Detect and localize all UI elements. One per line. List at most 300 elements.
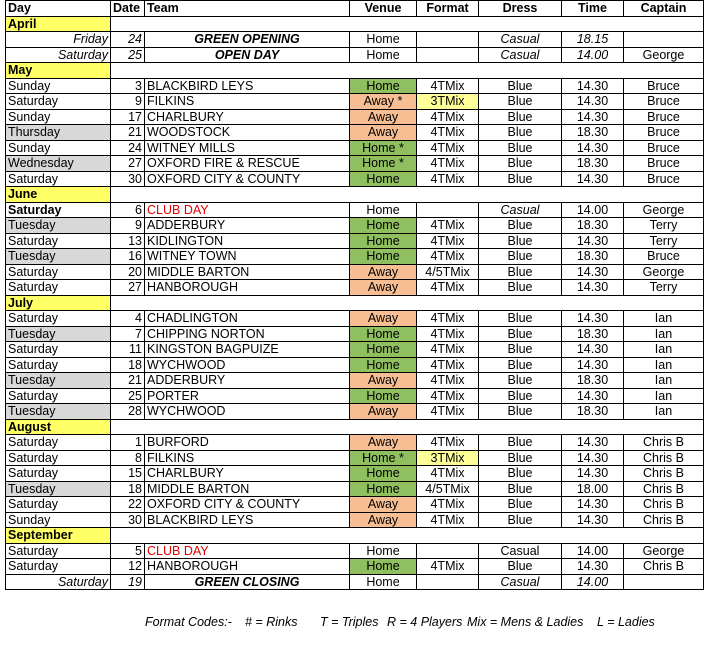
date-cell: 18 <box>111 357 145 373</box>
day-cell: Sunday <box>6 109 111 125</box>
dress-cell: Casual <box>479 574 562 590</box>
format-cell: 4TMix <box>417 435 479 451</box>
day-cell: Tuesday <box>6 373 111 389</box>
team-cell: CHARLBURY <box>145 109 350 125</box>
month-label: July <box>6 295 111 311</box>
day-cell: Saturday <box>6 466 111 482</box>
fixture-row <box>6 311 704 327</box>
dress-cell: Blue <box>479 435 562 451</box>
date-cell: 9 <box>111 94 145 110</box>
format-cell: 3TMix <box>417 94 479 110</box>
team-cell: OXFORD FIRE & RESCUE <box>145 156 350 172</box>
format-cell: 4TMix <box>417 171 479 187</box>
team-cell: WITNEY MILLS <box>145 140 350 156</box>
format-codes-label: Format Codes:- <box>145 615 232 629</box>
venue-cell: Home <box>350 466 417 482</box>
captain-cell: Bruce <box>624 156 704 172</box>
team-cell: PORTER <box>145 388 350 404</box>
format-code-mix: Mix = Mens & Ladies <box>467 615 584 629</box>
date-cell: 22 <box>111 497 145 513</box>
captain-cell: Ian <box>624 326 704 342</box>
day-cell: Sunday <box>6 78 111 94</box>
team-cell: MIDDLE BARTON <box>145 481 350 497</box>
col-date: Date <box>111 1 145 17</box>
captain-cell: Chris B <box>624 435 704 451</box>
date-cell: 21 <box>111 373 145 389</box>
captain-cell: Ian <box>624 404 704 420</box>
dress-cell: Blue <box>479 342 562 358</box>
date-cell: 3 <box>111 78 145 94</box>
format-cell: 4TMix <box>417 218 479 234</box>
venue-cell: Away <box>350 109 417 125</box>
format-cell: 4TMix <box>417 373 479 389</box>
day-cell: Tuesday <box>6 326 111 342</box>
day-cell: Saturday <box>6 202 111 218</box>
format-cell: 4TMix <box>417 249 479 265</box>
venue-cell: Home <box>350 249 417 265</box>
dress-cell: Blue <box>479 233 562 249</box>
dress-cell: Blue <box>479 404 562 420</box>
team-cell: HANBOROUGH <box>145 559 350 575</box>
fixture-row <box>6 140 704 156</box>
fixture-row <box>6 574 704 590</box>
time-cell: 14.30 <box>562 435 624 451</box>
format-code-players: R = 4 Players <box>387 615 463 629</box>
month-row <box>6 63 704 79</box>
dress-cell: Blue <box>479 357 562 373</box>
team-cell: OXFORD CITY & COUNTY <box>145 171 350 187</box>
format-cell: 4TMix <box>417 466 479 482</box>
time-cell: 18.30 <box>562 373 624 389</box>
day-cell: Saturday <box>6 47 111 63</box>
fixture-row <box>6 450 704 466</box>
time-cell: 14.30 <box>562 450 624 466</box>
format-cell: 4TMix <box>417 156 479 172</box>
team-cell: CLUB DAY <box>145 202 350 218</box>
venue-cell: Away <box>350 497 417 513</box>
dress-cell: Blue <box>479 94 562 110</box>
team-cell: OPEN DAY <box>145 47 350 63</box>
date-cell: 28 <box>111 404 145 420</box>
fixture-row <box>6 373 704 389</box>
fixture-row <box>6 559 704 575</box>
dress-cell: Blue <box>479 481 562 497</box>
fixture-row <box>6 171 704 187</box>
fixture-row <box>6 404 704 420</box>
fixture-row <box>6 280 704 296</box>
team-cell: WOODSTOCK <box>145 125 350 141</box>
dress-cell: Blue <box>479 311 562 327</box>
fixture-row <box>6 388 704 404</box>
time-cell: 14.30 <box>562 497 624 513</box>
team-cell: KINGSTON BAGPUIZE <box>145 342 350 358</box>
dress-cell: Blue <box>479 326 562 342</box>
team-cell: CHARLBURY <box>145 466 350 482</box>
time-cell: 14.30 <box>562 357 624 373</box>
month-label: June <box>6 187 111 203</box>
date-cell: 7 <box>111 326 145 342</box>
header-row <box>6 1 704 17</box>
team-cell: BLACKBIRD LEYS <box>145 78 350 94</box>
fixture-row <box>6 109 704 125</box>
venue-cell: Home <box>350 32 417 48</box>
day-cell: Saturday <box>6 497 111 513</box>
date-cell: 24 <box>111 32 145 48</box>
venue-cell: Away <box>350 404 417 420</box>
captain-cell: Chris B <box>624 481 704 497</box>
time-cell: 14.30 <box>562 109 624 125</box>
time-cell: 14.30 <box>562 264 624 280</box>
col-captain: Captain <box>624 1 704 17</box>
captain-cell: Chris B <box>624 466 704 482</box>
venue-cell: Away * <box>350 94 417 110</box>
team-cell: GREEN CLOSING <box>145 574 350 590</box>
team-cell: KIDLINGTON <box>145 233 350 249</box>
day-cell: Saturday <box>6 435 111 451</box>
date-cell: 13 <box>111 233 145 249</box>
format-cell: 4TMix <box>417 109 479 125</box>
time-cell: 18.30 <box>562 156 624 172</box>
col-dress: Dress <box>479 1 562 17</box>
captain-cell: Terry <box>624 218 704 234</box>
team-cell: BURFORD <box>145 435 350 451</box>
format-cell: 4/5TMix <box>417 481 479 497</box>
team-cell: FILKINS <box>145 450 350 466</box>
fixture-row <box>6 543 704 559</box>
format-cell: 4TMix <box>417 357 479 373</box>
captain-cell <box>624 574 704 590</box>
time-cell: 14.30 <box>562 466 624 482</box>
time-cell: 18.30 <box>562 404 624 420</box>
venue-cell: Home <box>350 171 417 187</box>
time-cell: 14.30 <box>562 280 624 296</box>
time-cell: 14.30 <box>562 388 624 404</box>
venue-cell: Home <box>350 78 417 94</box>
col-time: Time <box>562 1 624 17</box>
dress-cell: Blue <box>479 125 562 141</box>
date-cell: 27 <box>111 156 145 172</box>
format-cell: 3TMix <box>417 450 479 466</box>
day-cell: Wednesday <box>6 156 111 172</box>
day-cell: Saturday <box>6 543 111 559</box>
format-cell <box>417 47 479 63</box>
format-cell: 4TMix <box>417 388 479 404</box>
captain-cell: Bruce <box>624 249 704 265</box>
venue-cell: Home <box>350 481 417 497</box>
captain-cell: Chris B <box>624 450 704 466</box>
dress-cell: Blue <box>479 140 562 156</box>
captain-cell: Bruce <box>624 140 704 156</box>
venue-cell: Away <box>350 311 417 327</box>
fixture-row <box>6 47 704 63</box>
format-cell: 4TMix <box>417 140 479 156</box>
venue-cell: Home <box>350 326 417 342</box>
date-cell: 18 <box>111 481 145 497</box>
fixture-row <box>6 481 704 497</box>
month-filler <box>111 419 704 435</box>
captain-cell: Bruce <box>624 94 704 110</box>
format-cell: 4TMix <box>417 559 479 575</box>
captain-cell: Chris B <box>624 497 704 513</box>
time-cell: 14.30 <box>562 78 624 94</box>
captain-cell: Chris B <box>624 512 704 528</box>
date-cell: 12 <box>111 559 145 575</box>
captain-cell: Ian <box>624 373 704 389</box>
captain-cell: Terry <box>624 280 704 296</box>
format-cell <box>417 574 479 590</box>
date-cell: 15 <box>111 466 145 482</box>
format-cell: 4TMix <box>417 497 479 513</box>
format-cell: 4TMix <box>417 233 479 249</box>
team-cell: WITNEY TOWN <box>145 249 350 265</box>
date-cell: 1 <box>111 435 145 451</box>
day-cell: Saturday <box>6 450 111 466</box>
time-cell: 14.30 <box>562 559 624 575</box>
dress-cell: Blue <box>479 78 562 94</box>
month-filler <box>111 295 704 311</box>
fixture-row <box>6 202 704 218</box>
venue-cell: Home <box>350 357 417 373</box>
venue-cell: Home <box>350 574 417 590</box>
team-cell: FILKINS <box>145 94 350 110</box>
team-cell: GREEN OPENING <box>145 32 350 48</box>
month-row <box>6 528 704 544</box>
col-venue: Venue <box>350 1 417 17</box>
dress-cell: Casual <box>479 32 562 48</box>
venue-cell: Home <box>350 233 417 249</box>
venue-cell: Away <box>350 125 417 141</box>
fixture-row <box>6 233 704 249</box>
venue-cell: Home * <box>350 156 417 172</box>
month-label: August <box>6 419 111 435</box>
day-cell: Saturday <box>6 342 111 358</box>
date-cell: 4 <box>111 311 145 327</box>
team-cell: BLACKBIRD LEYS <box>145 512 350 528</box>
fixture-row <box>6 326 704 342</box>
team-cell: WYCHWOOD <box>145 357 350 373</box>
day-cell: Sunday <box>6 512 111 528</box>
dress-cell: Blue <box>479 280 562 296</box>
captain-cell: Chris B <box>624 559 704 575</box>
date-cell: 8 <box>111 450 145 466</box>
time-cell: 18.00 <box>562 481 624 497</box>
dress-cell: Casual <box>479 47 562 63</box>
time-cell: 14.00 <box>562 574 624 590</box>
month-label: September <box>6 528 111 544</box>
fixture-row <box>6 94 704 110</box>
team-cell: WYCHWOOD <box>145 404 350 420</box>
captain-cell: Terry <box>624 233 704 249</box>
format-cell <box>417 543 479 559</box>
venue-cell: Home <box>350 218 417 234</box>
day-cell: Thursday <box>6 125 111 141</box>
fixture-row <box>6 264 704 280</box>
venue-cell: Home * <box>350 450 417 466</box>
month-label: April <box>6 16 111 32</box>
day-cell: Tuesday <box>6 218 111 234</box>
format-cell: 4TMix <box>417 326 479 342</box>
time-cell: 18.15 <box>562 32 624 48</box>
venue-cell: Home <box>350 342 417 358</box>
day-cell: Saturday <box>6 171 111 187</box>
day-cell: Tuesday <box>6 249 111 265</box>
dress-cell: Casual <box>479 202 562 218</box>
fixture-row <box>6 497 704 513</box>
day-cell: Tuesday <box>6 481 111 497</box>
format-cell: 4TMix <box>417 78 479 94</box>
captain-cell <box>624 32 704 48</box>
fixture-row <box>6 357 704 373</box>
format-code-ladies: L = Ladies <box>597 615 655 629</box>
fixture-row <box>6 435 704 451</box>
time-cell: 18.30 <box>562 125 624 141</box>
fixtures-table <box>5 0 704 590</box>
fixture-row <box>6 78 704 94</box>
date-cell: 25 <box>111 388 145 404</box>
team-cell: ADDERBURY <box>145 218 350 234</box>
captain-cell: Bruce <box>624 171 704 187</box>
time-cell: 14.30 <box>562 94 624 110</box>
date-cell: 6 <box>111 202 145 218</box>
venue-cell: Away <box>350 264 417 280</box>
col-day: Day <box>6 1 111 17</box>
dress-cell: Blue <box>479 388 562 404</box>
team-cell: OXFORD CITY & COUNTY <box>145 497 350 513</box>
time-cell: 18.30 <box>562 218 624 234</box>
dress-cell: Blue <box>479 559 562 575</box>
date-cell: 17 <box>111 109 145 125</box>
day-cell: Saturday <box>6 388 111 404</box>
fixture-row <box>6 466 704 482</box>
captain-cell: Bruce <box>624 125 704 141</box>
dress-cell: Blue <box>479 373 562 389</box>
format-code-triples: T = Triples <box>320 615 379 629</box>
date-cell: 30 <box>111 512 145 528</box>
captain-cell: George <box>624 264 704 280</box>
date-cell: 21 <box>111 125 145 141</box>
day-cell: Saturday <box>6 311 111 327</box>
venue-cell: Home <box>350 47 417 63</box>
captain-cell: Ian <box>624 311 704 327</box>
fixture-row <box>6 512 704 528</box>
venue-cell: Away <box>350 373 417 389</box>
month-row <box>6 187 704 203</box>
dress-cell: Blue <box>479 171 562 187</box>
format-cell <box>417 32 479 48</box>
dress-cell: Blue <box>479 497 562 513</box>
fixture-row <box>6 156 704 172</box>
captain-cell: Ian <box>624 388 704 404</box>
venue-cell: Away <box>350 280 417 296</box>
day-cell: Saturday <box>6 280 111 296</box>
dress-cell: Blue <box>479 156 562 172</box>
dress-cell: Blue <box>479 512 562 528</box>
month-row <box>6 295 704 311</box>
time-cell: 14.30 <box>562 311 624 327</box>
dress-cell: Blue <box>479 264 562 280</box>
day-cell: Saturday <box>6 559 111 575</box>
captain-cell: George <box>624 47 704 63</box>
date-cell: 30 <box>111 171 145 187</box>
fixture-row <box>6 249 704 265</box>
dress-cell: Casual <box>479 543 562 559</box>
team-cell: ADDERBURY <box>145 373 350 389</box>
date-cell: 20 <box>111 264 145 280</box>
time-cell: 14.30 <box>562 171 624 187</box>
time-cell: 18.30 <box>562 249 624 265</box>
fixture-row <box>6 125 704 141</box>
time-cell: 14.30 <box>562 233 624 249</box>
fixture-row <box>6 218 704 234</box>
dress-cell: Blue <box>479 218 562 234</box>
date-cell: 5 <box>111 543 145 559</box>
format-code-rinks: # = Rinks <box>245 615 298 629</box>
dress-cell: Blue <box>479 109 562 125</box>
day-cell: Friday <box>6 32 111 48</box>
venue-cell: Home <box>350 559 417 575</box>
month-row <box>6 16 704 32</box>
time-cell: 14.00 <box>562 543 624 559</box>
day-cell: Saturday <box>6 94 111 110</box>
team-cell: CLUB DAY <box>145 543 350 559</box>
day-cell: Saturday <box>6 233 111 249</box>
venue-cell: Home <box>350 202 417 218</box>
month-filler <box>111 187 704 203</box>
col-team: Team <box>145 1 350 17</box>
date-cell: 25 <box>111 47 145 63</box>
format-cell <box>417 202 479 218</box>
month-label: May <box>6 63 111 79</box>
day-cell: Saturday <box>6 574 111 590</box>
venue-cell: Home <box>350 388 417 404</box>
month-row <box>6 419 704 435</box>
date-cell: 11 <box>111 342 145 358</box>
time-cell: 14.30 <box>562 512 624 528</box>
venue-cell: Home <box>350 543 417 559</box>
day-cell: Saturday <box>6 264 111 280</box>
fixture-row <box>6 32 704 48</box>
format-cell: 4TMix <box>417 125 479 141</box>
time-cell: 14.30 <box>562 342 624 358</box>
day-cell: Sunday <box>6 140 111 156</box>
time-cell: 14.00 <box>562 202 624 218</box>
month-filler <box>111 16 704 32</box>
captain-cell: George <box>624 202 704 218</box>
dress-cell: Blue <box>479 450 562 466</box>
date-cell: 9 <box>111 218 145 234</box>
day-cell: Saturday <box>6 357 111 373</box>
team-cell: CHIPPING NORTON <box>145 326 350 342</box>
day-cell: Tuesday <box>6 404 111 420</box>
dress-cell: Blue <box>479 466 562 482</box>
month-filler <box>111 63 704 79</box>
date-cell: 24 <box>111 140 145 156</box>
month-filler <box>111 528 704 544</box>
time-cell: 14.00 <box>562 47 624 63</box>
fixture-row <box>6 342 704 358</box>
team-cell: MIDDLE BARTON <box>145 264 350 280</box>
time-cell: 14.30 <box>562 140 624 156</box>
captain-cell: Ian <box>624 357 704 373</box>
format-cell: 4TMix <box>417 342 479 358</box>
date-cell: 16 <box>111 249 145 265</box>
date-cell: 27 <box>111 280 145 296</box>
venue-cell: Away <box>350 435 417 451</box>
format-cell: 4TMix <box>417 512 479 528</box>
format-cell: 4TMix <box>417 280 479 296</box>
captain-cell: George <box>624 543 704 559</box>
team-cell: HANBOROUGH <box>145 280 350 296</box>
